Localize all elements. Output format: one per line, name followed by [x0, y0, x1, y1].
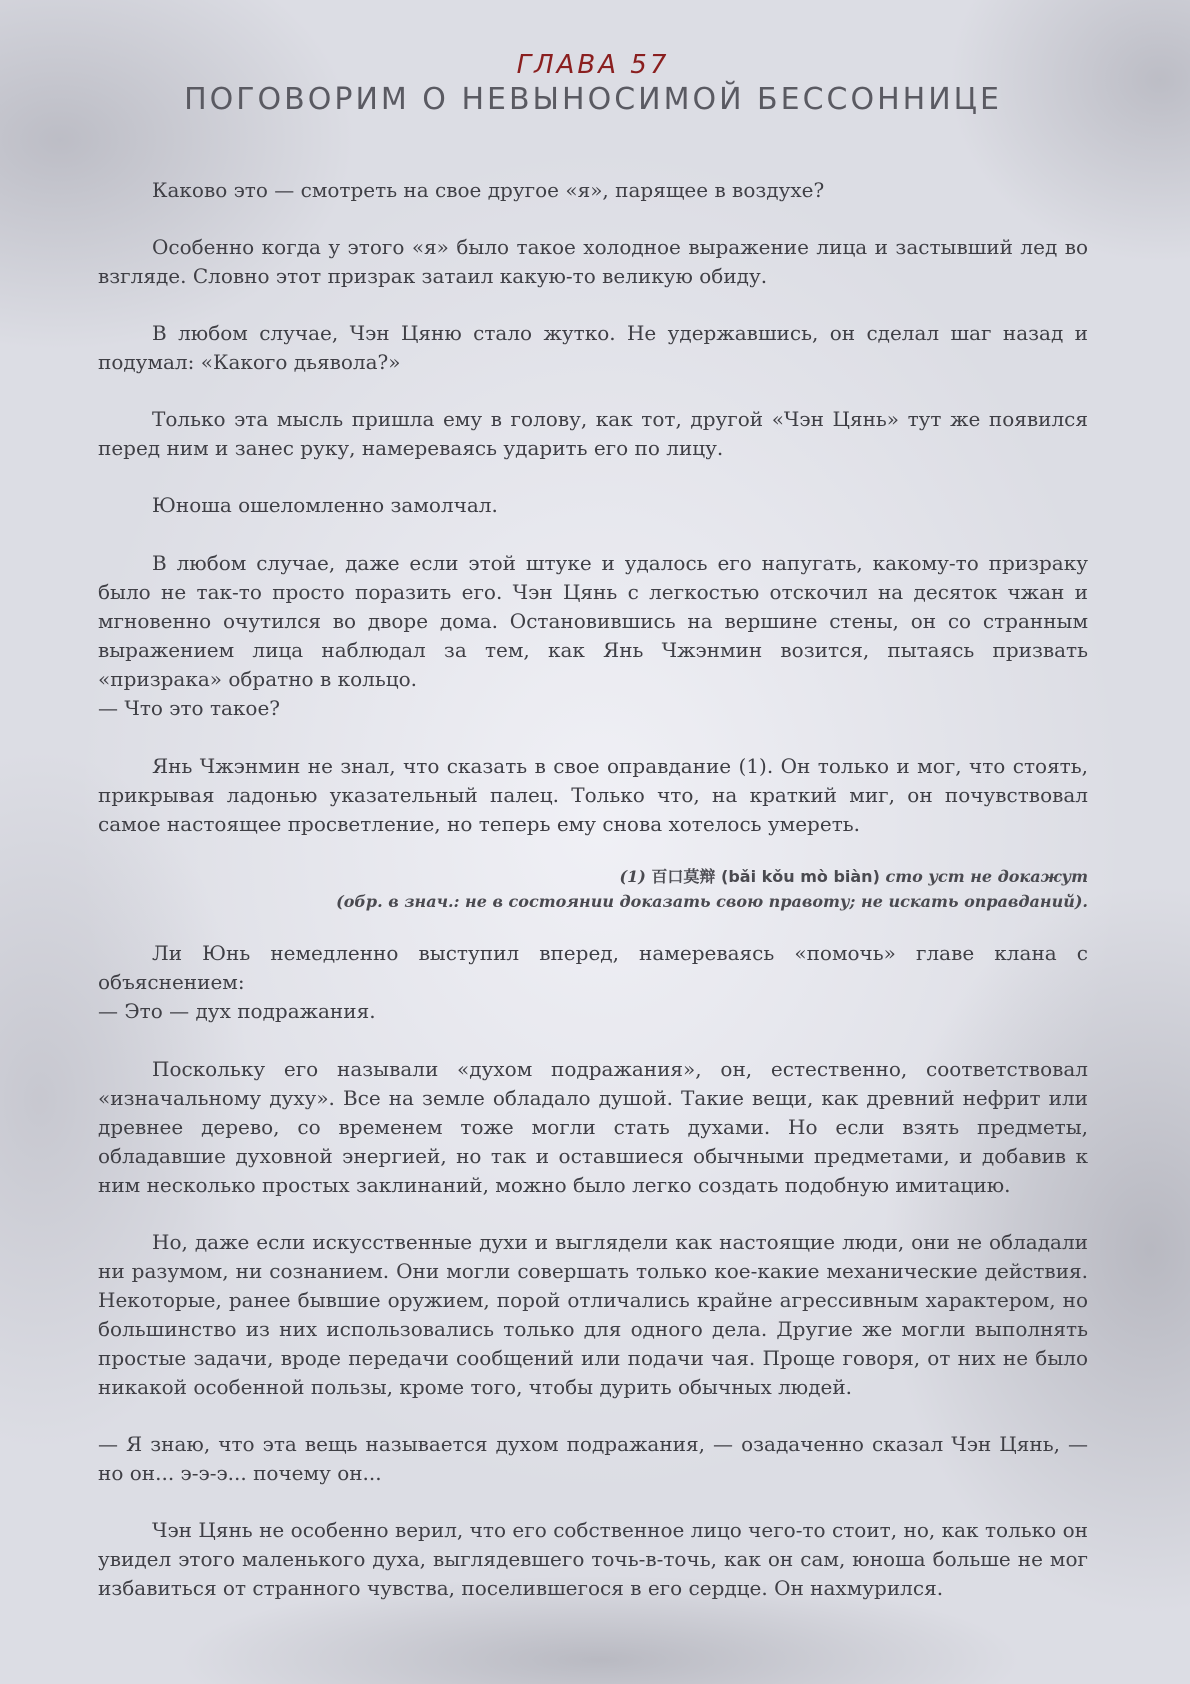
paragraph-7: — Что это такое? [98, 696, 281, 720]
footnote-line-1 [98, 864, 1088, 889]
paragraph-1: Каково это — смотреть на свое другое «я», парящее в воздухе? [152, 178, 825, 202]
paragraph-11: Поскольку его называли «духом подражания», он, естественно, соответствовал «изначальному духу». Все на земле обладало душой. Такие вещи, как древний нефрит или древнее дерево, со временем тоже могли стать духами. Но если взять предметы, обладавшие духовной энергией, но так и оставшиеся обычными предметами, и добавив к ним несколько простых заклинаний, можно было легко создать подобную имитацию. [98, 1057, 1088, 1197]
paragraph-6: В любом случае, даже если этой штуке и удалось его напугать, какому-то призраку было не так-то просто поразить его. Чэн Цянь с легкостью отскочил на десяток чжан и мгновенно очутился во дворе дома. Остановившись на вершине стены, он со странным выражением лица наблюдал за тем, как Янь Чжэнмин возится, пытаясь призвать «призрака» обратно в кольцо. [98, 551, 1088, 691]
paragraph-9: Ли Юнь немедленно выступил вперед, намереваясь «помочь» главе клана с объяснением: [98, 941, 1088, 994]
paragraph-2: Особенно когда у этого «я» было такое холодное выражение лица и застывший лед во взгляде. Словно этот призрак затаил какую-то великую обиду. [98, 235, 1088, 288]
paragraph-10: — Это — дух подражания. [98, 999, 376, 1023]
footnote-number: (1) [619, 867, 646, 886]
chapter-title: ПОГОВОРИМ О НЕВЫНОСИМОЙ БЕССОННИЦЕ [184, 82, 1002, 117]
footnote-chinese: 百口莫辩 [651, 867, 716, 886]
footnote-pinyin: (bǎi kǒu mò biàn) [721, 867, 880, 886]
footnote-translation: сто уст не докажут [885, 867, 1088, 886]
paragraph-14: Чэн Цянь не особенно верил, что его собственное лицо чего-то стоит, но, как только он увидел этого маленького духа, выглядевшего точь-в-точь, как он сам, юноша больше не мог избавиться от странного чувства, поселившегося в его сердце. Он нахмурился. [98, 1518, 1088, 1600]
paragraph-13: — Я знаю, что эта вещь называется духом подражания, — озадаченно сказал Чэн Цянь, — но он... э-э-э... почему он... [98, 1432, 1088, 1485]
paragraph-12: Но, даже если искусственные духи и выглядели как настоящие люди, они не обладали ни разумом, ни сознанием. Они могли совершать только кое-какие механические действия. Некоторые, ранее бывшие оружием, порой отличались крайне агрессивным характером, но большинство из них использовались только для одного дела. Другие же могли выполнять простые задачи, вроде передачи сообщений или подачи чая. Проще говоря, от них не было никакой особенной пользы, кроме того, чтобы дурить обычных людей. [98, 1230, 1088, 1399]
paragraph-8: Янь Чжэнмин не знал, что сказать в свое оправдание (1). Он только и мог, что стоять, прикрывая ладонью указательный палец. Только что, на краткий миг, он почувствовал самое настоящее просветление, но теперь ему снова хотелось умереть. [98, 754, 1088, 836]
paragraph-4: Только эта мысль пришла ему в голову, как тот, другой «Чэн Цянь» тут же появился перед ним и занес руку, намереваясь ударить его по лицу. [98, 407, 1088, 460]
footnote-line-2: (обр. в знач.: не в состоянии доказать свою правоту; не искать оправданий). [336, 892, 1088, 911]
paragraph-3: В любом случае, Чэн Цяню стало жутко. Не удержавшись, он сделал шаг назад и подумал: «Какого дьявола?» [98, 321, 1088, 374]
paragraph-5: Юноша ошеломленно замолчал. [152, 493, 498, 517]
chapter-number: ГЛАВА 57 [516, 50, 670, 80]
